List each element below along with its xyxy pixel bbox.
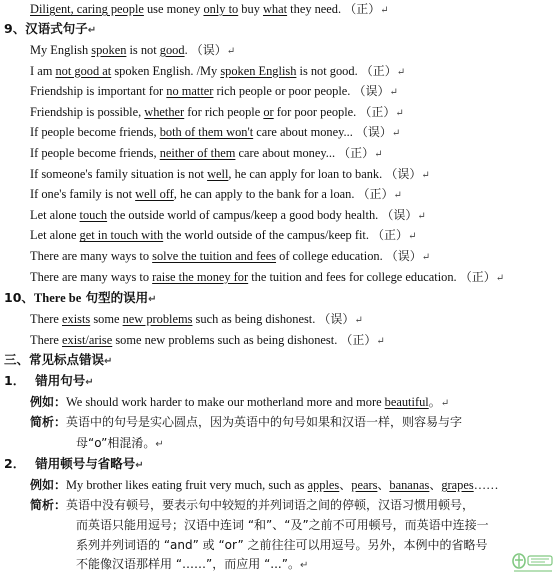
sentence-fragment: no matter (166, 84, 214, 99)
sentence-fragment: care about money... (235, 146, 339, 160)
sub-2-example: 例如：My brother likes eating fruit very much, such as apples、pears、bananas、grapes…… (30, 478, 499, 492)
sentence-fragment: not good at (55, 63, 112, 78)
sub-1-heading: 1． 错用句号↵ (4, 373, 94, 388)
sub-2-heading: 2． 错用顿号与省略号↵ (4, 456, 144, 471)
sentence-fragment: solve the tuition and fees (152, 249, 277, 263)
sentence-fragment: of college education. (276, 249, 386, 263)
sentence-fragment: If someone's family situation is not (30, 166, 208, 181)
sub-2-analysis-line-2: 而英语只能用逗号；汉语中连词 “和”、“及”之前不可用顿号，而英语中连接一 (76, 518, 489, 532)
sentence-fragment: good (159, 43, 185, 57)
section9-sentence-6 (30, 145, 383, 163)
judgement-tag: （正） (360, 63, 397, 78)
judgement-tag: （误） (190, 43, 227, 57)
return-mark: ↵ (495, 272, 505, 284)
sub-1-example: 例如：We should work harder to make our motherland more and more beautiful。↵ (30, 395, 450, 409)
return-mark: ↵ (393, 190, 402, 202)
return-mark: ↵ (421, 252, 431, 263)
section10-sentence-1 (30, 311, 363, 329)
judgement-tag: （误） (385, 249, 422, 263)
sentence-fragment: There (30, 312, 62, 326)
judgement-tag: （正） (359, 104, 396, 119)
sentence-fragment: neither of them (159, 146, 236, 160)
sentence-fragment: spoken English. /My (111, 63, 221, 78)
section9-sentence-8 (30, 186, 402, 204)
top-sentence: Diligent, caring people use money only to buy what they need. （正）↵ (30, 2, 389, 16)
sentence-fragment: whether (144, 104, 185, 119)
return-mark: ↵ (395, 107, 404, 119)
judgement-tag: （正） (340, 332, 377, 347)
sentence-fragment: well (207, 166, 229, 181)
section9-sentence-1 (30, 42, 235, 60)
sentence-fragment: is not (126, 43, 160, 57)
sentence-fragment: or (263, 104, 274, 119)
section-3-heading: 三、常见标点错误↵ (4, 352, 113, 367)
sentence-fragment: Let alone (30, 207, 80, 222)
section-9-heading: 9、汉语式句子↵ (4, 21, 97, 36)
sentence-fragment: . (184, 43, 191, 57)
sentence-fragment: such as being dishonest. (192, 312, 319, 326)
sub-1-analysis-line-2: 母“o”相混淆。↵ (76, 436, 164, 450)
sub-2-analysis-line-1: 简析：英语中没有顿号，要表示句中较短的并列词语之间的停顿，汉语习惯用顿号， (30, 498, 475, 512)
example-label: 例如： (30, 395, 67, 409)
analysis-label: 简析： (30, 415, 67, 429)
return-mark: ↵ (396, 66, 406, 78)
sentence-fragment: Friendship is important for (30, 84, 167, 99)
sentence-fragment: for rich people (184, 104, 264, 119)
return-mark: ↵ (421, 169, 430, 181)
sentence-fragment: the world outside of the campus/keep fit. (163, 228, 373, 243)
sentence-fragment: is not good. (296, 63, 361, 78)
sentence-fragment: I am (30, 63, 56, 78)
judgement-tag: （正） (357, 187, 394, 202)
watermark-icon (510, 552, 556, 574)
sentence-fragment: There (30, 332, 62, 347)
judgement-tag: （误） (385, 166, 422, 181)
example-label-2: 例如： (30, 478, 67, 492)
sentence-fragment: , he can apply to the bank for a loan. (173, 187, 358, 202)
sub-2-analysis-line-3: 系列并列词语的 “and” 或 “or” 之前往往可以用逗号。另外，本例中的省略号 (76, 538, 488, 552)
sentence-fragment: spoken English (220, 63, 297, 78)
sentence-fragment: get in touch with (79, 228, 164, 243)
judgement-tag: （误） (353, 84, 390, 99)
sentence-fragment: Friendship is possible, (30, 104, 145, 119)
sentence-fragment: new problems (122, 312, 193, 326)
sentence-fragment: care about money... (253, 125, 356, 140)
return-mark: ↵ (374, 149, 383, 160)
judgement-tag: （误） (318, 312, 355, 326)
sentence-fragment: the tuition and fees for college education. (248, 269, 460, 284)
sentence-fragment: raise the money for (152, 269, 249, 284)
judgement-tag: （误） (355, 125, 392, 140)
section9-sentence-4 (30, 104, 404, 122)
sentence-fragment: both of them won't (159, 125, 254, 140)
section9-sentence-3 (30, 83, 398, 101)
judgement-tag: （正） (459, 269, 496, 284)
sentence-fragment: Let alone (30, 228, 80, 243)
return-mark: ↵ (376, 335, 385, 347)
sentence-fragment: , he can apply for loan to bank. (228, 166, 386, 181)
sentence-fragment: My English (30, 43, 92, 57)
top-underlined-1: Diligent, caring people (30, 2, 144, 16)
section10-sentence-2 (30, 332, 385, 350)
sentence-fragment: If people become friends, (30, 146, 160, 160)
return-mark: ↵ (389, 87, 398, 99)
judgement-tag: （正） (372, 228, 409, 243)
return-mark: ↵ (391, 128, 401, 140)
return-mark: ↵ (417, 210, 426, 222)
sentence-fragment: some new problems such as being dishonest. (112, 332, 341, 347)
sentence-fragment: rich people or poor people. (213, 84, 354, 99)
sentence-fragment: exist/arise (62, 332, 113, 347)
section9-sentence-7 (30, 166, 430, 184)
sentence-fragment: touch (79, 207, 108, 222)
analysis-label-2: 简析： (30, 498, 67, 512)
judgement-tag: （正） (338, 146, 375, 160)
sentence-fragment: the outside world of campus/keep a good body health. (107, 207, 382, 222)
sentence-fragment: some (90, 312, 123, 326)
section9-sentence-9 (30, 207, 426, 225)
section9-sentence-10 (30, 227, 416, 245)
sentence-fragment: for poor people. (273, 104, 360, 119)
section9-sentence-12 (30, 269, 504, 287)
return-mark: ↵ (380, 5, 389, 16)
judgement-tag: （误） (381, 207, 418, 222)
sentence-fragment: exists (62, 312, 91, 326)
correct-tag: （正） (344, 2, 381, 16)
section9-sentence-11 (30, 248, 430, 266)
section9-sentence-5 (30, 124, 400, 142)
return-mark: ↵ (408, 231, 417, 243)
site-watermark-logo (510, 552, 556, 574)
return-mark: ↵ (226, 46, 236, 57)
return-mark: ↵ (354, 315, 363, 326)
sub-2-analysis-line-4: 不能像汉语那样用 “……”，而应用 “...”。↵ (76, 557, 309, 571)
sentence-fragment: If one's family is not (30, 187, 136, 202)
section9-sentence-2 (30, 63, 405, 81)
sentence-fragment: If people become friends, (30, 125, 160, 140)
sentence-fragment: spoken (91, 43, 127, 57)
sub-1-analysis-line-1: 简析：英语中的句号是实心圆点，因为英语中的句号如果和汉语一样，则容易与字 (30, 415, 463, 429)
sentence-fragment: There are many ways to (30, 269, 153, 284)
sentence-fragment: well off (135, 187, 174, 202)
section-10-heading: 10、There be 句型的误用↵ (4, 290, 157, 305)
sentence-fragment: There are many ways to (30, 249, 153, 263)
